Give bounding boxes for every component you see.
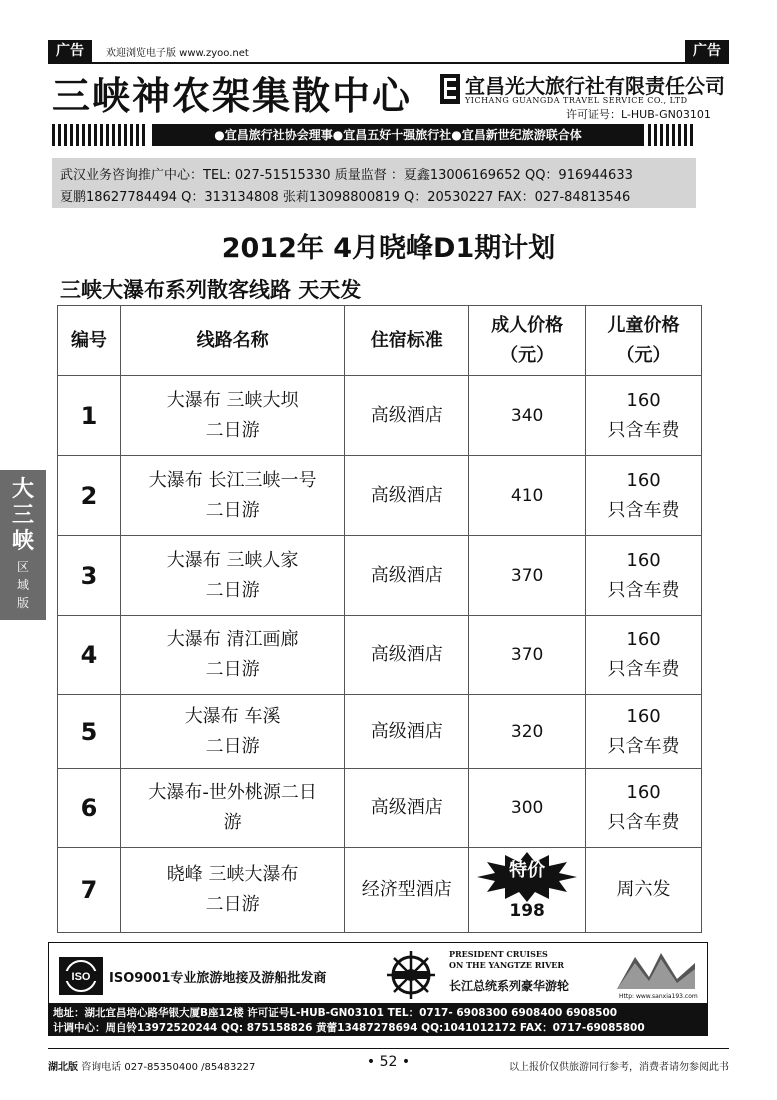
- row-route: [120, 456, 345, 536]
- row-hotel: 高级酒店: [345, 456, 469, 536]
- header-hotel: 住宿标准: [345, 306, 469, 376]
- header-num: 编号: [58, 306, 121, 376]
- row-child-price: [586, 536, 702, 616]
- route-line-1: 大瀑布 三峡大坝: [166, 389, 299, 411]
- row-hotel: 高级酒店: [345, 376, 469, 456]
- route-line-1: 大瀑布 车溪: [184, 705, 281, 727]
- row-route: [120, 695, 345, 769]
- ship-wheel-icon: [381, 949, 441, 1001]
- special-label: 特价: [509, 860, 546, 881]
- region-side-tab: [0, 470, 46, 620]
- route-line-2: 二日游: [205, 894, 260, 915]
- page-number: • 52 •: [366, 1054, 411, 1070]
- header-child-price: [586, 306, 702, 376]
- bottom-rule: [48, 1048, 729, 1049]
- row-route: [120, 376, 345, 456]
- row-child-price: [586, 769, 702, 848]
- holiday-url: Http: www.sanxia193.com: [619, 993, 698, 1000]
- top-rule: [48, 62, 729, 64]
- disclaimer: 以上报价仅供旅游同行参考，消费者请勿参阅此书: [509, 1062, 729, 1073]
- side-tab-title: [0, 476, 46, 554]
- footer-ad: [48, 942, 708, 1036]
- row-hotel: 经济型酒店: [345, 848, 469, 933]
- holiday-logo-icon: [615, 949, 697, 993]
- row-adult-price: 370: [469, 616, 586, 695]
- footer-address: 地址：湖北宜昌培心路华银大厦B座12楼 许可证号L-HUB-GN03101 TEL：0717- 6908300 6908400 6908500: [53, 1007, 618, 1019]
- row-child-price: [586, 616, 702, 695]
- ad-tag-left: 广告: [48, 40, 92, 62]
- section-subtitle: 三峡大瀑布系列散客线路 天天发: [60, 278, 362, 302]
- row-child-schedule: 周六发: [586, 848, 702, 933]
- route-line-1: 大瀑布 三峡人家: [166, 549, 299, 571]
- row-num: 7: [58, 848, 121, 933]
- edition-name: 湖北版: [48, 1062, 78, 1073]
- row-child-price: [586, 376, 702, 456]
- contact-box: [52, 158, 696, 208]
- side-tab-title-text: 大三峡: [11, 476, 34, 554]
- child-note: 只含车费: [607, 419, 680, 441]
- page-title: 2012年 4月晓峰D1期计划: [221, 233, 556, 264]
- row-adult-price: 340: [469, 376, 586, 456]
- agency-name-en: YICHANG GUANGDA TRAVEL SERVICE CO., LTD: [465, 96, 688, 105]
- contact-line-2: 夏鹏18627784494 Q：313134808 张莉13098800819 Q：20530227 FAX：027-84813546: [60, 190, 631, 205]
- child-price: 160: [626, 549, 661, 571]
- header-child-unit: （元）: [616, 344, 671, 366]
- route-line-2: 二日游: [205, 499, 260, 521]
- row-route: [120, 616, 345, 695]
- table-row: [58, 456, 702, 536]
- child-price: 160: [626, 629, 661, 650]
- table-row: [58, 769, 702, 848]
- child-price: 160: [626, 469, 661, 491]
- association-bar: ●宜昌旅行社协会理事●宜昌五好十强旅行社●宜昌新世纪旅游联合体: [152, 124, 644, 146]
- special-price-badge: [477, 852, 577, 928]
- child-note: 只含车费: [607, 812, 680, 833]
- iso-text: ISO9001专业旅游地接及游船批发商: [109, 971, 327, 986]
- row-child-price: [586, 456, 702, 536]
- table-row: [58, 616, 702, 695]
- route-line-2: 二日游: [205, 579, 260, 601]
- row-num: 6: [58, 769, 121, 848]
- footer-plan-center: 计调中心：周自铃13972520244 QQ: 875158826 黄蕾13487278694 QQ:1041012172 FAX：0717-69085800: [53, 1022, 645, 1034]
- table-header-row: [58, 306, 702, 376]
- cruise-name-en: PRESIDENT CRUISES ON THE YANGTZE RIVER: [449, 949, 565, 970]
- route-line-2: 二日游: [205, 735, 260, 757]
- table-row: [58, 376, 702, 456]
- row-num: 3: [58, 536, 121, 616]
- iso-logo-icon: [59, 957, 103, 995]
- route-line-1: 大瀑布 清江画廊: [166, 629, 299, 650]
- child-price: 160: [626, 389, 661, 411]
- child-note: 只含车费: [607, 735, 680, 757]
- special-price: 198: [509, 901, 545, 921]
- route-line-2: 游: [223, 812, 242, 833]
- child-price: 160: [626, 782, 661, 803]
- row-hotel: 高级酒店: [345, 695, 469, 769]
- row-adult-price: 300: [469, 769, 586, 848]
- row-hotel: 高级酒店: [345, 616, 469, 695]
- route-line-1: 大瀑布-世外桃源二日: [148, 782, 317, 803]
- row-adult-price: 320: [469, 695, 586, 769]
- row-adult-price-special: [469, 848, 586, 933]
- barcode-right-decoration: [648, 124, 696, 146]
- contact-line-1: 武汉业务咨询推广中心：TEL: 027-51515330 质量监督 ：夏鑫13006169652 QQ：916944633: [60, 168, 633, 183]
- table-row: [58, 536, 702, 616]
- header-adult-price: [469, 306, 586, 376]
- row-num: 2: [58, 456, 121, 536]
- agency-logo-icon: [440, 74, 460, 104]
- row-hotel: 高级酒店: [345, 536, 469, 616]
- route-line-2: 二日游: [205, 419, 260, 441]
- route-price-table: [57, 305, 702, 933]
- child-note: 只含车费: [607, 499, 680, 521]
- child-note: 只含车费: [607, 659, 680, 680]
- side-tab-subtitle: [0, 558, 46, 612]
- side-tab-subtitle-text: 区域版: [16, 560, 29, 610]
- row-route: [120, 536, 345, 616]
- row-adult-price: 410: [469, 456, 586, 536]
- table-row: [58, 695, 702, 769]
- cruise-name-cn: 长江总统系列豪华游轮: [449, 979, 570, 993]
- svg-text:ISO: ISO: [71, 971, 91, 983]
- edition-phone: 咨询电话 027-85350400 /85483227: [81, 1062, 256, 1073]
- header-adult-label: 成人价格: [491, 314, 564, 336]
- brand-title: 三峡神农架集散中心: [52, 73, 413, 118]
- header-route: 线路名称: [120, 306, 345, 376]
- row-child-price: [586, 695, 702, 769]
- header-child-label: 儿童价格: [607, 314, 680, 336]
- barcode-left-decoration: [52, 124, 148, 146]
- table-row-special: [58, 848, 702, 933]
- website-note: 欢迎浏览电子版 www.zyoo.net: [106, 48, 249, 59]
- row-adult-price: 370: [469, 536, 586, 616]
- header-adult-unit: （元）: [500, 344, 555, 366]
- ad-tag-right: 广告: [685, 40, 729, 62]
- child-price: 160: [626, 705, 661, 727]
- child-note: 只含车费: [607, 579, 680, 601]
- agency-license: 许可证号：L-HUB-GN03101: [566, 108, 711, 121]
- agency-name: 宜昌光大旅行社有限责任公司: [465, 74, 725, 98]
- row-num: 5: [58, 695, 121, 769]
- route-line-1: 大瀑布 长江三峡一号: [148, 469, 317, 491]
- row-route: [120, 769, 345, 848]
- row-route: [120, 848, 345, 933]
- route-line-1: 晓峰 三峡大瀑布: [166, 864, 299, 885]
- row-hotel: 高级酒店: [345, 769, 469, 848]
- row-num: 4: [58, 616, 121, 695]
- footer-contact-bar: [49, 1003, 707, 1035]
- row-num: 1: [58, 376, 121, 456]
- route-line-2: 二日游: [205, 659, 260, 680]
